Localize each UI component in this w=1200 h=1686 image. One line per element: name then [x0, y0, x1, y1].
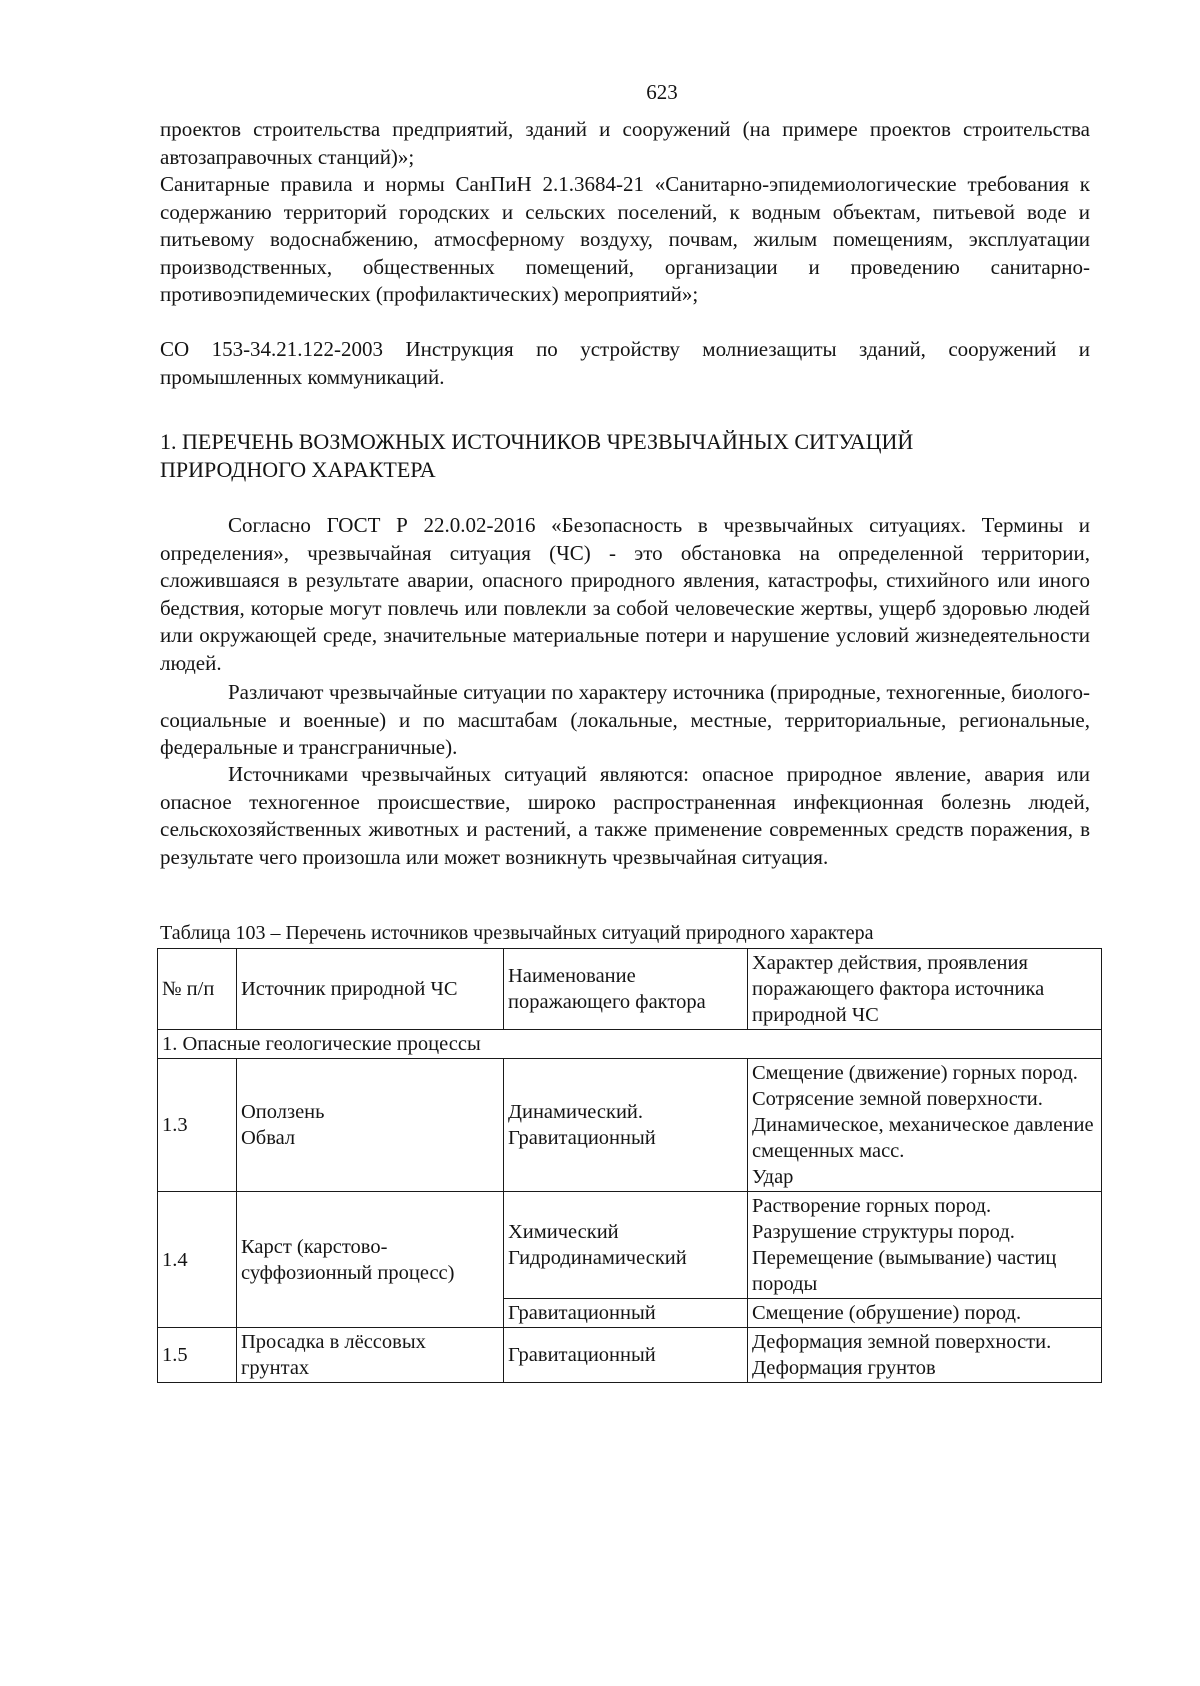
section-paragraph-3: Источниками чрезвычайных ситуаций являются: опасное природное явление, авария или опасное техногенное происшествие, широко распространенная инфекционная болезнь людей, сельскохозяйственных животных и растений, а также применение современных средств поражения, в результате чего произошла или может возникнуть чрезвычайная ситуация.: [160, 762, 1090, 869]
factor-line: Химический: [508, 1221, 619, 1243]
table-row: [158, 1328, 1102, 1383]
row-number: 1.4: [158, 1192, 237, 1328]
effect-line: Смещение (движение) горных пород.: [752, 1062, 1078, 1084]
effect-line: Динамическое, механическое давление смещенных масс.: [752, 1114, 1094, 1162]
header-source: Источник природной ЧС: [237, 949, 504, 1030]
table-row: [158, 1059, 1102, 1192]
factor-line: Динамический.: [508, 1101, 644, 1123]
factor-cell: [504, 1059, 748, 1192]
factor-line: Гидродинамический: [508, 1247, 687, 1269]
source-line: Обвал: [241, 1127, 296, 1149]
group-geological: 1. Опасные геологические процессы: [158, 1030, 1102, 1059]
header-number: № п/п: [158, 949, 237, 1030]
effect-line: Растворение горных пород.: [752, 1195, 992, 1217]
effect-cell: [748, 1328, 1102, 1383]
effect-cell: [748, 1059, 1102, 1192]
intro-paragraph-3: СО 153-34.21.122-2003 Инструкция по устройству молниезащиты зданий, сооружений и промышленных коммуникаций.: [160, 337, 1090, 389]
effect-cell: Смещение (обрушение) пород.: [748, 1299, 1102, 1328]
section-paragraph-2: Различают чрезвычайные ситуации по характеру источника (природные, техногенные, биолого-социальные и военные) и по масштабам (локальные, местные, территориальные, региональные, федеральные и трансграничные).: [160, 680, 1090, 759]
header-factor: Наименование поражающего фактора: [504, 949, 748, 1030]
intro-paragraph-2: Санитарные правила и нормы СанПиН 2.1.3684-21 «Санитарно-эпидемиологические требования к содержанию территорий городских и сельских поселений, к водным объектам, питьевой воде и питьевому водоснабжению, атмосферному воздуху, почвам, жилым помещениям, эксплуатации производственных, общественных помещений, организации и проведению санитарно-противоэпидемических (профилактических) мероприятий»;: [160, 172, 1090, 306]
factor-cell: Гравитационный: [504, 1328, 748, 1383]
effect-line: Сотрясение земной поверхности.: [752, 1088, 1043, 1110]
table-row: [158, 1192, 1102, 1299]
page-number: 623: [646, 80, 678, 104]
section-paragraph-1: Согласно ГОСТ Р 22.0.02-2016 «Безопасность в чрезвычайных ситуациях. Термины и определения», чрезвычайная ситуация (ЧС) - это обстановка на определенной территории, сложившаяся в результате аварии, опасного природного явления, катастрофы, стихийного или иного бедствия, которые могут повлечь или повлекли за собой человеческие жертвы, ущерб здоровью людей или окружающей среде, значительные материальные потери и нарушение условий жизнедеятельности людей.: [160, 513, 1090, 675]
intro-paragraph-1: проектов строительства предприятий, зданий и сооружений (на примере проектов строительства автозаправочных станций)»;: [160, 117, 1090, 169]
table-group-row: [158, 1030, 1102, 1059]
source-line: Оползень: [241, 1101, 325, 1123]
source-cell: Карст (карстово-суффозионный процесс): [237, 1192, 504, 1328]
effect-line: Разрушение структуры пород.: [752, 1221, 1015, 1243]
section-heading: 1. ПЕРЕЧЕНЬ ВОЗМОЖНЫХ ИСТОЧНИКОВ ЧРЕЗВЫЧАЙНЫХ СИТУАЦИЙ ПРИРОДНОГО ХАРАКТЕРА: [160, 429, 914, 482]
row-number: 1.3: [158, 1059, 237, 1192]
factor-line: Гравитационный: [508, 1127, 656, 1149]
table-caption: Таблица 103 – Перечень источников чрезвычайных ситуаций природного характера: [160, 922, 874, 944]
row-number: 1.5: [158, 1328, 237, 1383]
source-cell: Просадка в лёссовых грунтах: [237, 1328, 504, 1383]
hazard-table: [157, 948, 1102, 1383]
factor-cell: [504, 1192, 748, 1299]
effect-line: Деформация грунтов: [752, 1357, 936, 1379]
effect-line: Перемещение (вымывание) частиц породы: [752, 1247, 1057, 1295]
header-effect: Характер действия, проявления поражающего фактора источника природной ЧС: [748, 949, 1102, 1030]
factor-cell: Гравитационный: [504, 1299, 748, 1328]
effect-line: Деформация земной поверхности.: [752, 1331, 1052, 1353]
table-header-row: [158, 949, 1102, 1030]
effect-line: Удар: [752, 1166, 794, 1188]
source-cell: [237, 1059, 504, 1192]
effect-cell: [748, 1192, 1102, 1299]
